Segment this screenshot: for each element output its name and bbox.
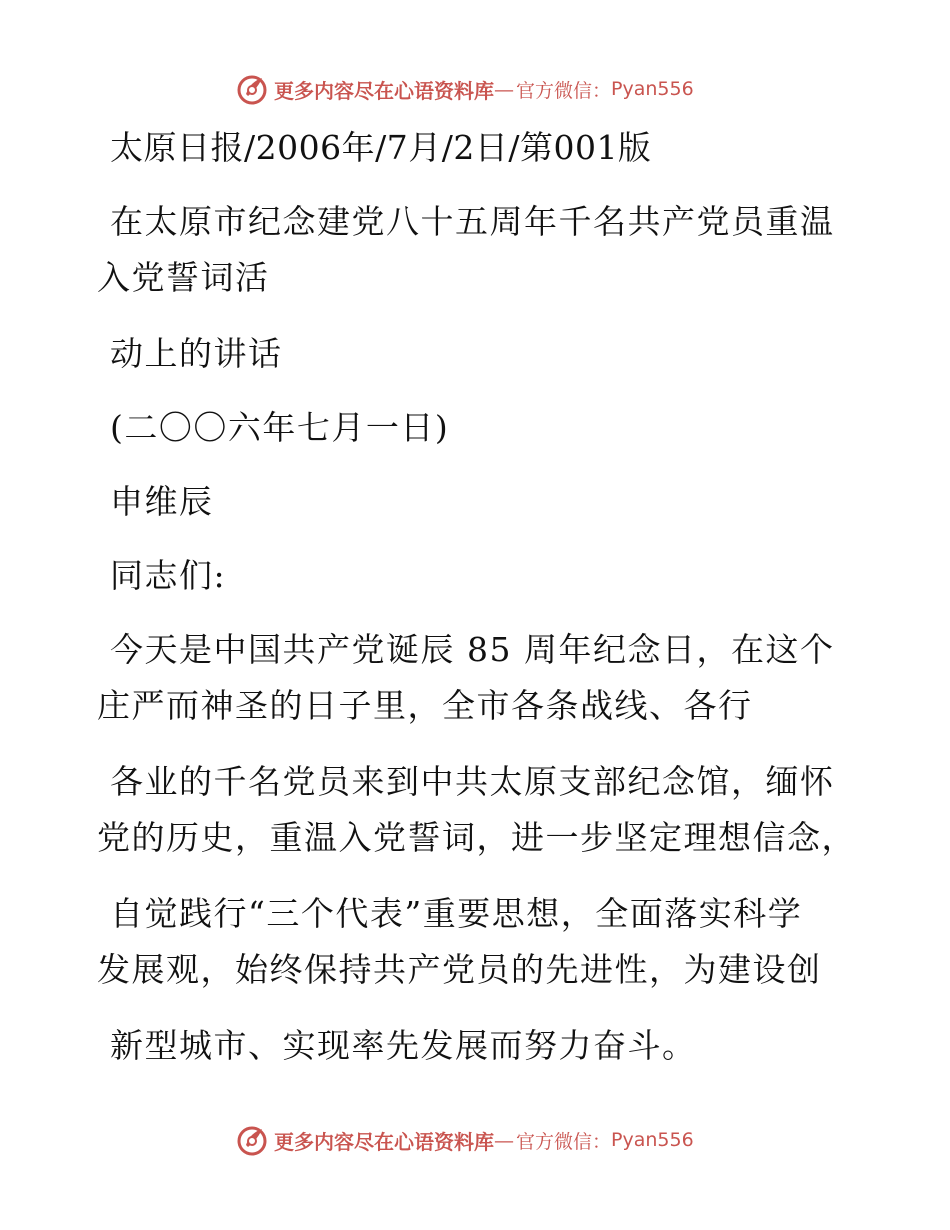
source-line: 太原日报/2006年/7月/2日/第001版	[110, 128, 652, 167]
author-name: 申维辰	[110, 482, 214, 521]
brush-logo-icon	[236, 72, 270, 106]
body-line: 党的历史，重温入党誓词，进一步坚定理想信念，	[97, 818, 856, 857]
title-line: 入党誓词活	[97, 258, 270, 297]
watermark-separator: —	[494, 77, 514, 101]
watermark-wechat-label: 官方微信：	[516, 79, 612, 102]
watermark-wechat-id: Pyan556	[611, 78, 694, 100]
title-line: 动上的讲话	[110, 334, 283, 373]
body-line: 各业的千名党员来到中共太原支部纪念馆，缅怀	[110, 762, 835, 801]
body-line: 今天是中国共产党诞辰 85 周年纪念日，在这个	[110, 630, 835, 669]
watermark-wechat-label: 官方微信：	[516, 1130, 612, 1153]
speech-date: (二〇〇六年七月一日)	[110, 408, 450, 447]
body-line: 自觉践行“三个代表”重要思想，全面落实科学	[110, 894, 803, 933]
title-line: 在太原市纪念建党八十五周年千名共产党员重温	[110, 202, 835, 241]
body-line: 新型城市、实现率先发展而努力奋斗。	[110, 1026, 697, 1065]
body-line: 发展观，始终保持共产党员的先进性，为建设创	[97, 950, 822, 989]
watermark-text: 更多内容尽在心语资料库	[274, 78, 494, 103]
watermark-wechat-id: Pyan556	[611, 1129, 694, 1151]
watermark-separator: —	[494, 1128, 514, 1152]
body-line: 庄严而神圣的日子里，全市各条战线、各行	[97, 686, 753, 725]
brush-logo-icon	[236, 1123, 270, 1157]
header-watermark	[236, 72, 694, 106]
salutation: 同志们:	[110, 556, 227, 595]
footer-watermark	[236, 1123, 694, 1157]
watermark-text: 更多内容尽在心语资料库	[274, 1129, 494, 1154]
